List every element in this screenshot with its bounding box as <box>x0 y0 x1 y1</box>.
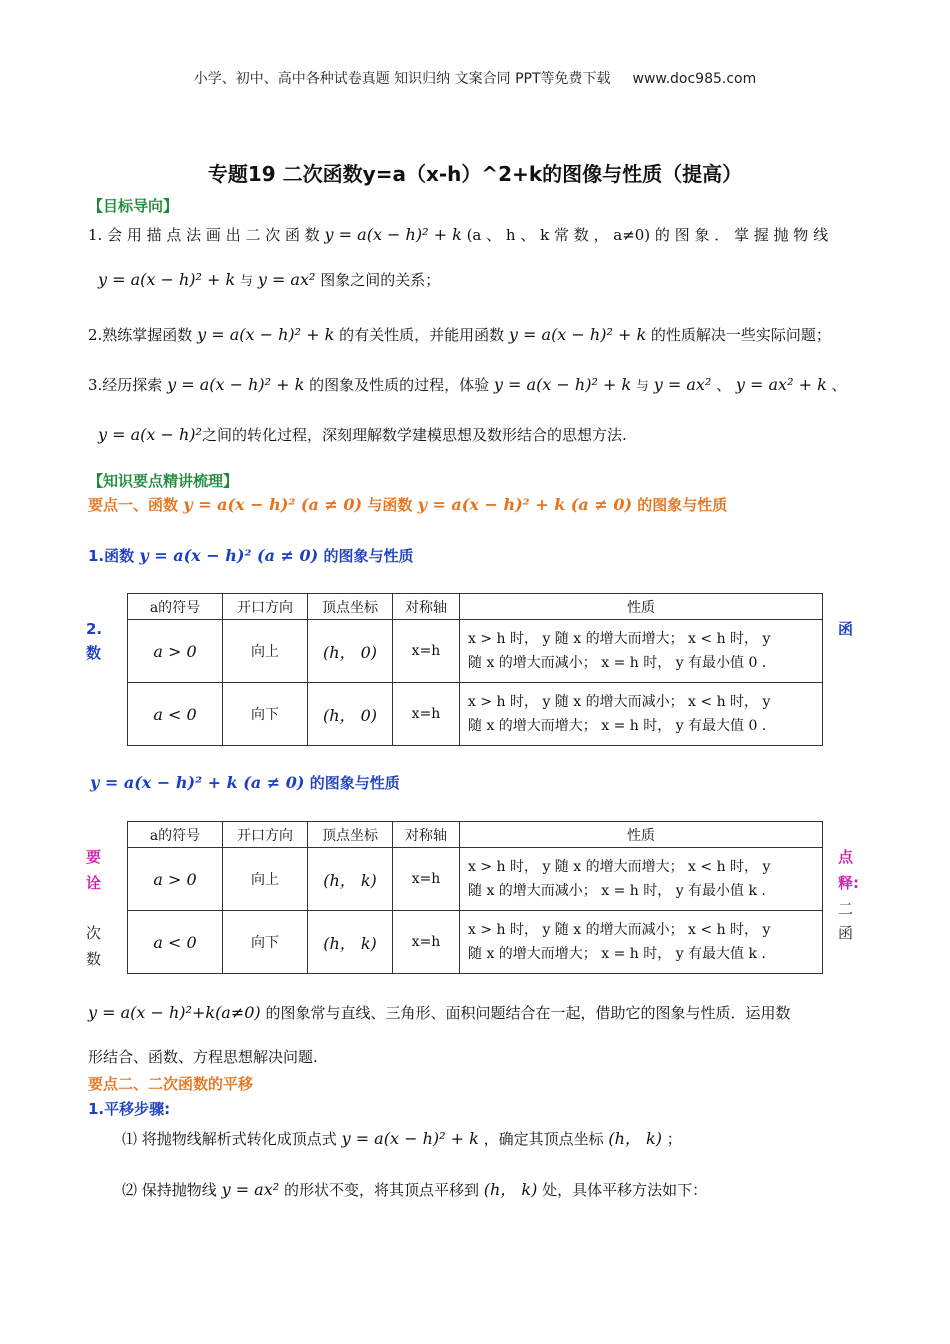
properties-table-2 <box>127 821 823 974</box>
page-title: 专题19 二次函数y=a（x-h）^2+k的图像与性质（提高） <box>207 162 743 186</box>
step-2: ⑵ 保持抛物线 y = ax² 的形状不变，将其顶点平移到 (h， k) 处，具体平移方法如下： <box>122 1180 708 1199</box>
goal-item-3: 3.经历探索 y = a(x − h)² + k 的图象及性质的过程，体验 y = a(x − h)² + k 与 y = ax² 、 y = ax² + k 、 <box>88 375 847 394</box>
goal-item-1-line2: y = a(x − h)² + k 与 y = ax² 图象之间的关系； <box>98 270 441 289</box>
note-line-1: y = a(x − h)²+k(a≠0) 的图象常与直线、三角形、面积问题结合在一起，借助它的图象与性质．运用数 <box>88 1003 791 1022</box>
side-label-quan: 诠 <box>86 874 102 892</box>
knowledge-heading: 【知识要点精讲梳理】 <box>88 472 239 490</box>
point1-heading: 要点一、函数 y = a(x − h)² (a ≠ 0) 与函数 y = a(x − h)² + k (a ≠ 0) 的图象与性质 <box>88 495 728 514</box>
side-label-han: 函 <box>838 620 854 638</box>
table-row: a < 0 向下 (h， k) x=h x > h 时， y 随 x 的增大而减小； x < h 时， y 随 x 的增大而增大； x = h 时， y 有最大值 k . <box>128 911 823 974</box>
header-url[interactable]: www.doc985.com <box>632 71 757 87</box>
table-row: a > 0 向上 (h， k) x=h x > h 时， y 随 x 的增大而增大； x < h 时， y 随 x 的增大而减小； x = h 时， y 有最小值 k . <box>128 848 823 911</box>
side-label-ci: 次 <box>86 924 102 942</box>
sub1-heading: 1.函数 y = a(x − h)² (a ≠ 0) 的图象与性质 <box>88 546 414 565</box>
side-label-er: 二 <box>838 900 854 918</box>
point2-sub: 1.平移步骤: <box>88 1100 171 1118</box>
side-label-shu: 数 <box>86 644 102 662</box>
page-header <box>0 68 950 88</box>
side-label-2: 2. <box>86 620 103 638</box>
table-row: a > 0 向上 (h， 0) x=h x > h 时， y 随 x 的增大而增大； x < h 时， y 随 x 的增大而减小； x = h 时， y 有最小值 0 . <box>128 620 823 683</box>
sub2-heading: y = a(x − h)² + k (a ≠ 0) 的图象与性质 <box>90 773 400 792</box>
side-label-shu2: 数 <box>86 950 102 968</box>
goal-item-2: 2.熟练掌握函数 y = a(x − h)² + k 的有关性质，并能用函数 y = a(x − h)² + k 的性质解决一些实际问题； <box>88 325 831 344</box>
note-line-2: 形结合、函数、方程思想解决问题. <box>88 1048 318 1066</box>
header-text: 小学、初中、高中各种试卷真题 知识归纳 文案合同 PPT等免费下载 <box>193 71 611 87</box>
table-header-row: a的符号 开口方向 顶点坐标 对称轴 性质 <box>128 594 823 620</box>
table-header-row: a的符号 开口方向 顶点坐标 对称轴 性质 <box>128 822 823 848</box>
goal-item-3-line2: y = a(x − h)²之间的转化过程，深刻理解数学建模思想及数形结合的思想方法. <box>98 425 627 444</box>
side-label-dian: 点 <box>838 848 854 866</box>
side-label-han2: 函 <box>838 924 854 942</box>
formula: y = a(x − h)² + k <box>324 225 462 244</box>
step-1: ⑴ 将抛物线解析式转化成顶点式 y = a(x − h)² + k ，确定其顶点坐标 (h， k) ； <box>122 1129 682 1148</box>
side-label-yao: 要 <box>86 848 102 866</box>
table-row: a < 0 向下 (h， 0) x=h x > h 时， y 随 x 的增大而减小； x < h 时， y 随 x 的增大而增大； x = h 时， y 有最大值 0 . <box>128 683 823 746</box>
side-label-shi: 释: <box>838 874 859 892</box>
properties-table-1 <box>127 593 823 746</box>
goal-item-1: 1. 会 用 描 点 法 画 出 二 次 函 数 y = a(x − h)² + k (a 、 h 、 k 常 数 ， a≠0) 的 图 象 ． 掌 握 抛 物 线 <box>88 225 829 244</box>
goals-heading: 【目标导向】 <box>88 197 179 215</box>
point2-heading: 要点二、二次函数的平移 <box>88 1075 254 1093</box>
